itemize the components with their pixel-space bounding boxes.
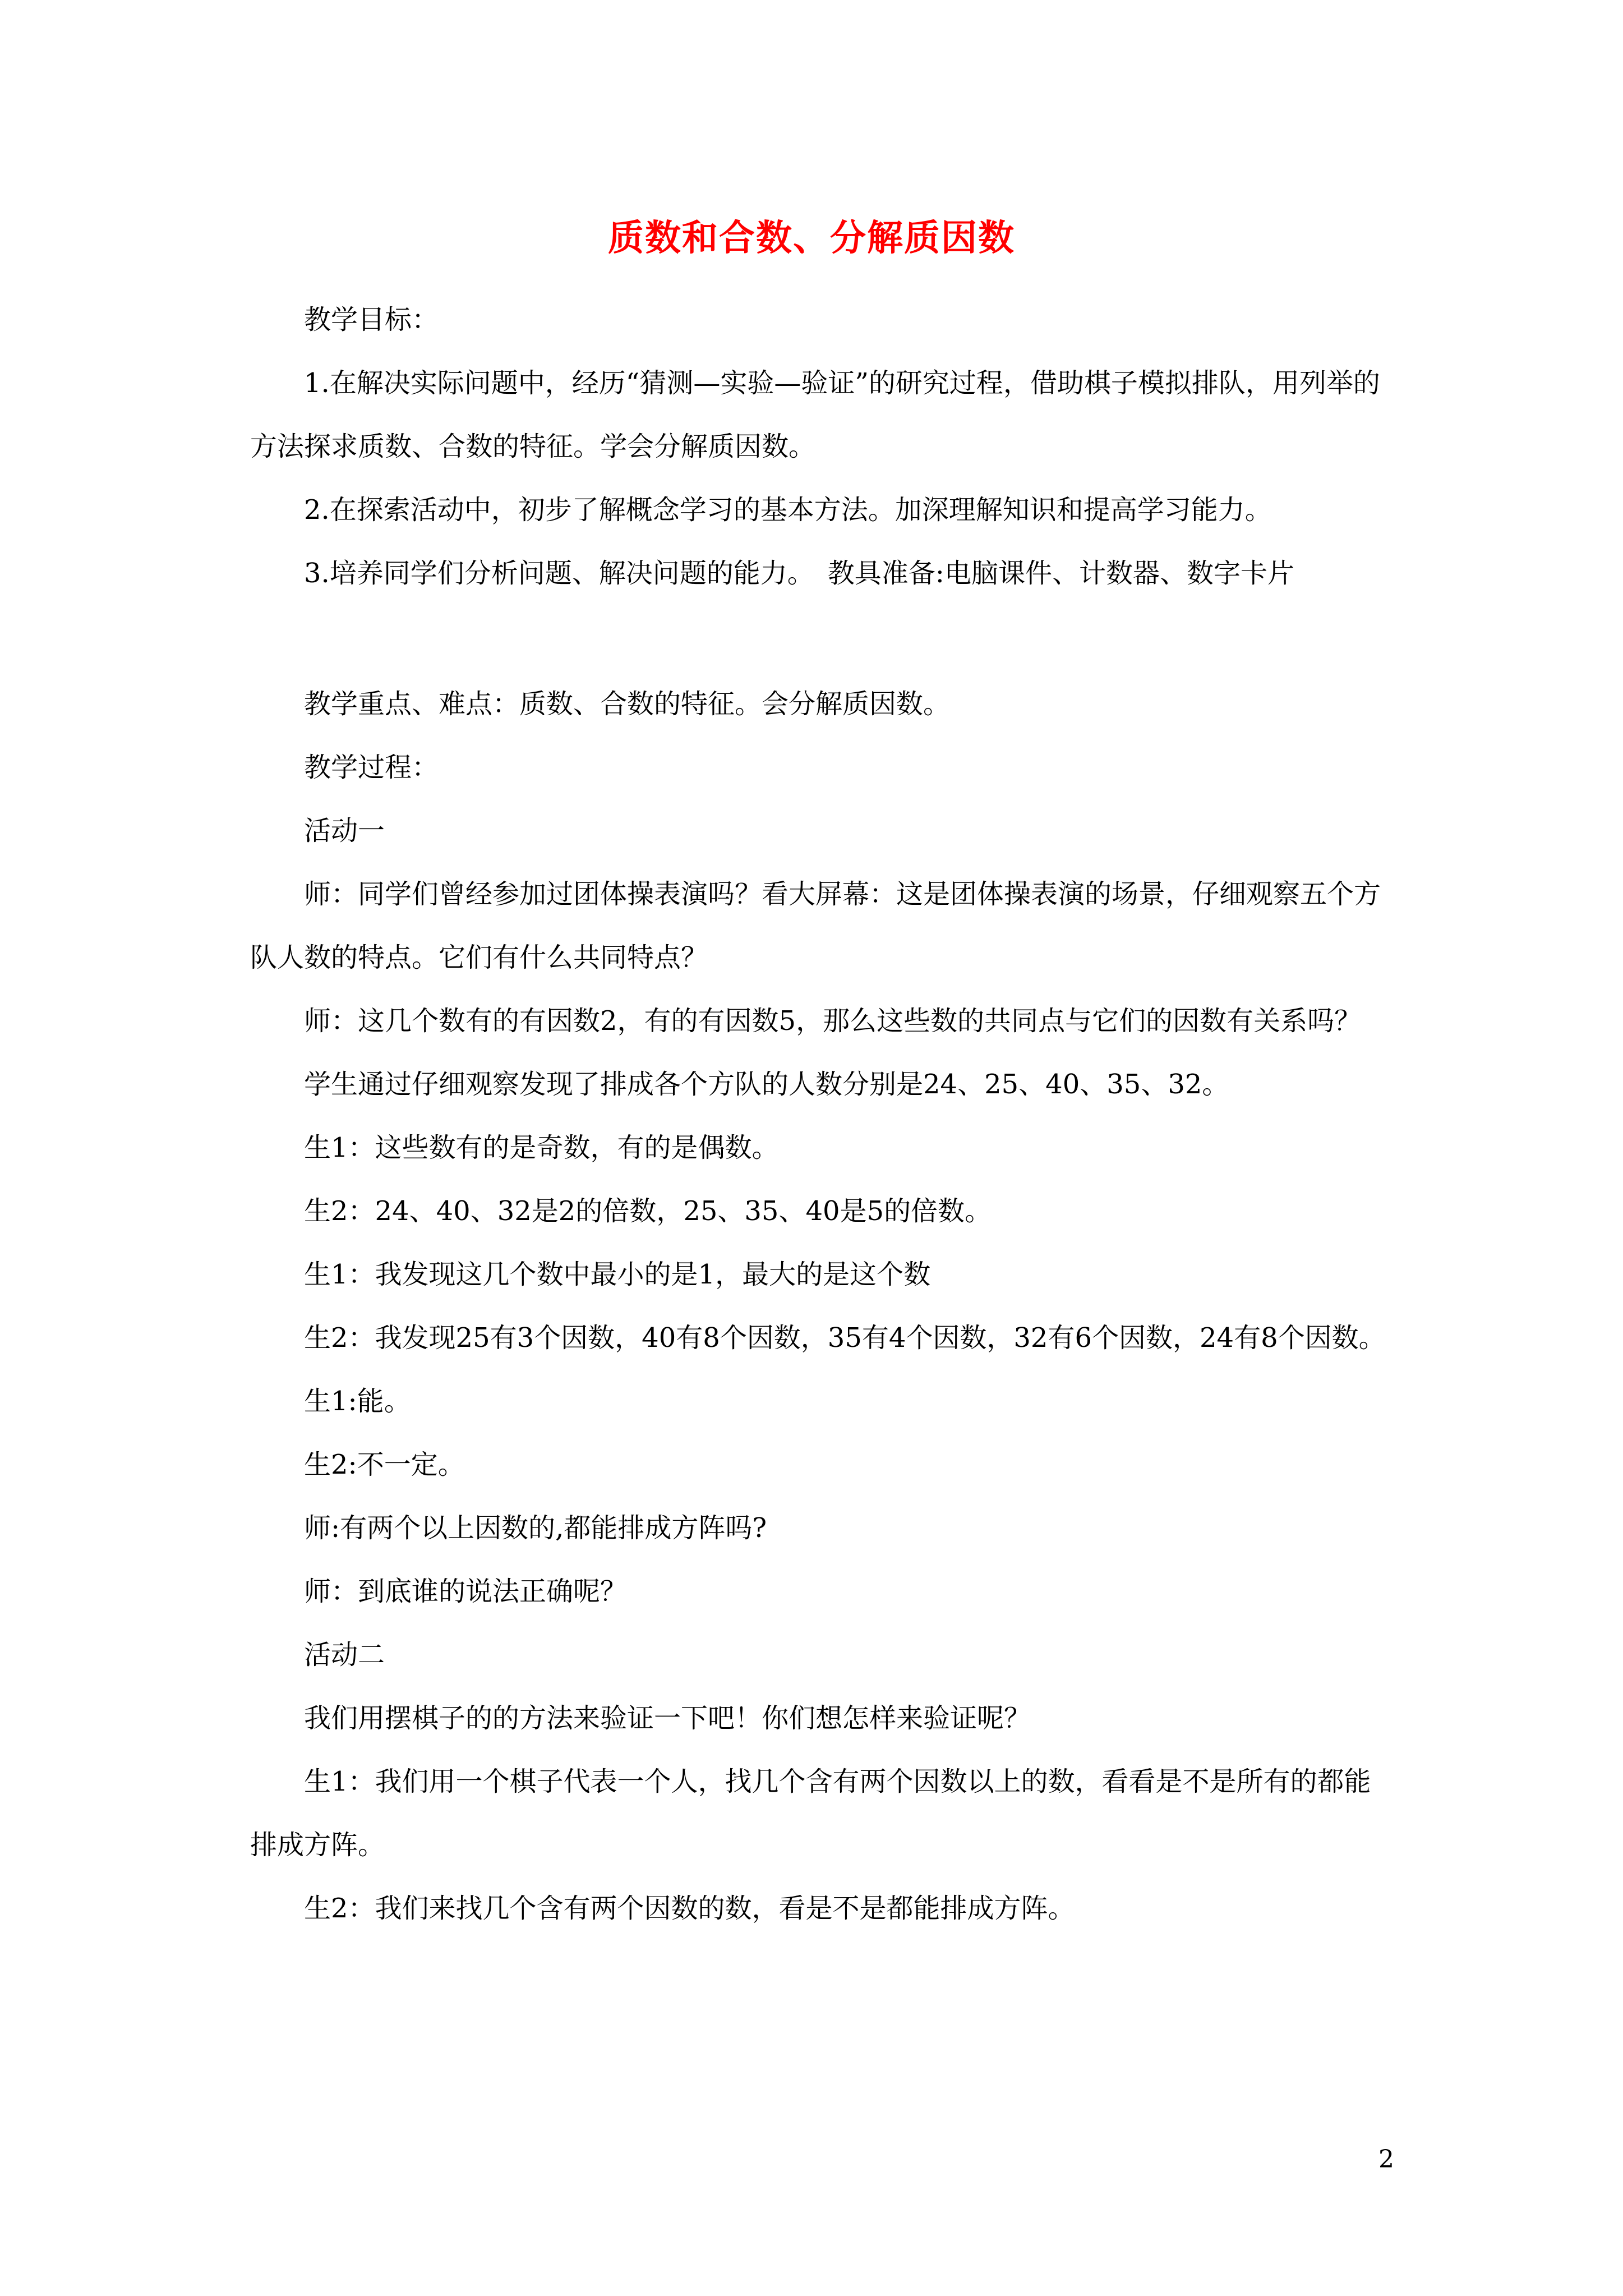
paragraph-student-2-method: 生2：我们来找几个含有两个因数的数，看是不是都能排成方阵。 bbox=[304, 1893, 1075, 1924]
paragraph-activity-2-heading: 活动二 bbox=[304, 1639, 385, 1671]
paragraph-goal-3: 3.培养同学们分析问题、解决问题的能力。 教具准备:电脑课件、计数器、数字卡片 bbox=[304, 558, 1294, 589]
paragraph-verification-prompt: 我们用摆棋子的的方法来验证一下吧！你们想怎样来验证呢？ bbox=[304, 1703, 1031, 1734]
paragraph-student-observation: 学生通过仔细观察发现了排成各个方队的人数分别是24、25、40、35、32。 bbox=[304, 1069, 1229, 1100]
paragraph-gap bbox=[250, 605, 1394, 673]
page-number: 2 bbox=[1378, 2145, 1394, 2174]
paragraph-student-1-answer-1: 生1：这些数有的是奇数，有的是偶数。 bbox=[304, 1132, 779, 1163]
paragraph-process-heading: 教学过程： bbox=[304, 752, 439, 783]
paragraph-student-2-answer-1: 生2：24、40、32是2的倍数，25、35、40是5的倍数。 bbox=[304, 1195, 992, 1227]
paragraph-student-1-answer-2: 生1：我发现这几个数中最小的是1，最大的是这个数 bbox=[304, 1259, 931, 1290]
paragraph-activity-1-heading: 活动一 bbox=[304, 815, 385, 846]
paragraph-key-points: 教学重点、难点：质数、合数的特征。会分解质因数。 bbox=[304, 688, 951, 720]
paragraph-goal-2: 2.在探索活动中，初步了解概念学习的基本方法。加深理解知识和提高学习能力。 bbox=[304, 494, 1272, 526]
paragraph-teacher-question-1: 师：同学们曾经参加过团体操表演吗？看大屏幕：这是团体操表演的场景，仔细观察五个方队人数的特点。它们有什么共同特点？ bbox=[250, 878, 1381, 973]
paragraph-teacher-question-4: 师：到底谁的说法正确呢？ bbox=[304, 1576, 628, 1607]
paragraph-student-2-answer-3: 生2:不一定。 bbox=[304, 1449, 465, 1480]
document-title: 质数和合数、分解质因数 bbox=[608, 217, 1015, 259]
paragraph-teaching-goals-heading: 教学目标： bbox=[304, 304, 439, 335]
paragraph-goal-1: 1.在解决实际问题中，经历“猜测—实验—验证”的研究过程，借助棋子模拟排队，用列举的方法探求质数、合数的特征。学会分解质因数。 bbox=[250, 367, 1380, 462]
paragraph-student-1-answer-3: 生1:能。 bbox=[304, 1386, 411, 1417]
paragraph-teacher-question-3: 师:有两个以上因数的,都能排成方阵吗? bbox=[304, 1512, 767, 1544]
paragraph-student-2-answer-2: 生2：我发现25有3个因数，40有8个因数，35有4个因数，32有6个因数，24有8个因数。 bbox=[304, 1322, 1386, 1354]
document-body bbox=[250, 288, 1394, 1940]
paragraph-student-1-method: 生1：我们用一个棋子代表一个人，找几个含有两个因数以上的数，看看是不是所有的都能排成方阵。 bbox=[250, 1766, 1371, 1861]
paragraph-teacher-question-2: 师：这几个数有的有因数2，有的有因数5，那么这些数的共同点与它们的因数有关系吗？ bbox=[304, 1005, 1362, 1037]
